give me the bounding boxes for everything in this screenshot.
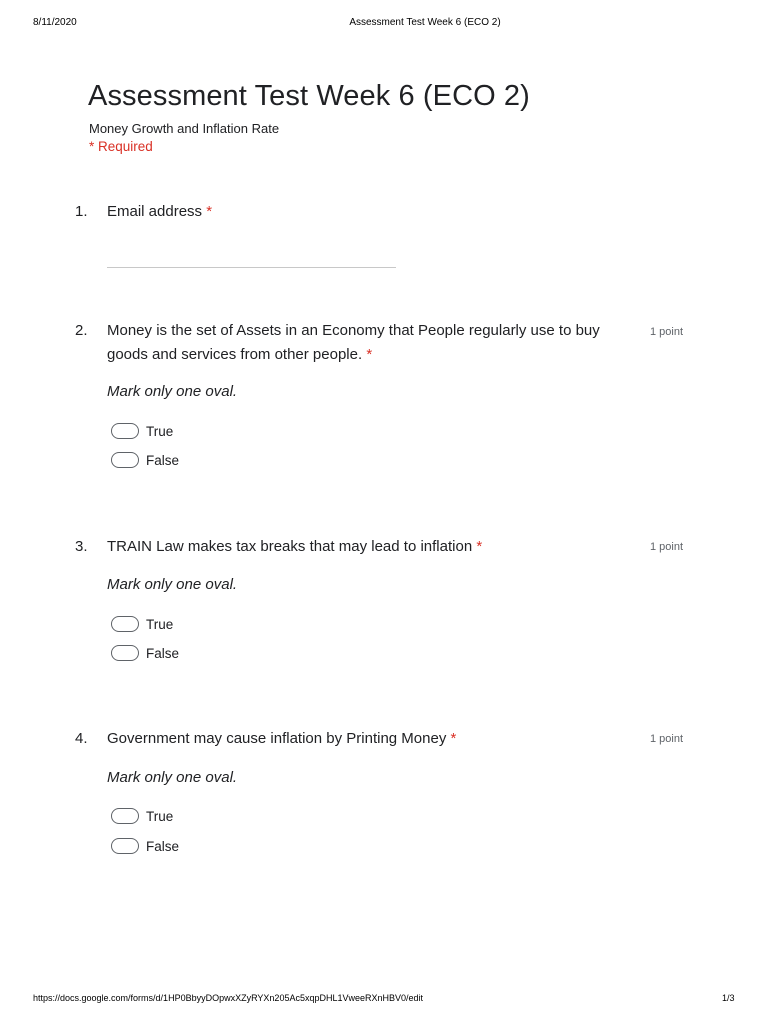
question-1-label: Email address: [107, 203, 203, 220]
print-date: 8/11/2020: [33, 17, 77, 28]
question-3-number: 3.: [75, 538, 88, 555]
question-4-points: 1 point: [650, 733, 684, 745]
option-label: False: [146, 645, 180, 661]
question-3-option-true[interactable]: [111, 615, 173, 633]
question-2-option-true[interactable]: [111, 422, 173, 440]
question-2-option-false[interactable]: [111, 451, 179, 469]
required-asterisk: *: [476, 538, 483, 555]
radio-oval[interactable]: [111, 616, 139, 632]
email-input-line[interactable]: [107, 267, 396, 268]
question-1-text: [107, 200, 627, 224]
question-3-points: 1 point: [650, 541, 684, 553]
question-3-option-false[interactable]: [111, 644, 179, 662]
option-label: True: [146, 616, 174, 632]
form-description: Money Growth and Inflation Rate: [89, 121, 280, 136]
question-3-text: [107, 535, 627, 559]
required-asterisk: *: [206, 203, 213, 220]
option-label: True: [146, 808, 174, 824]
question-4-number: 4.: [75, 730, 88, 747]
required-note: * Required: [89, 139, 153, 154]
option-label: False: [146, 452, 180, 468]
question-4-option-true[interactable]: [111, 807, 173, 825]
required-asterisk: *: [366, 346, 373, 363]
radio-oval[interactable]: [111, 645, 139, 661]
question-2-label: Money is the set of Assets in an Economy that People regularly use to buy goods and services from other people.: [107, 322, 600, 363]
option-label: True: [146, 423, 174, 439]
question-2-number: 2.: [75, 322, 88, 339]
radio-oval[interactable]: [111, 423, 139, 439]
print-page-number: 1/3: [722, 993, 735, 1003]
radio-oval[interactable]: [111, 808, 139, 824]
print-header-title: Assessment Test Week 6 (ECO 2): [349, 17, 501, 28]
question-2-hint: Mark only one oval.: [107, 383, 238, 400]
question-3-label: TRAIN Law makes tax breaks that may lead to inflation: [107, 538, 473, 555]
print-footer-url: https://docs.google.com/forms/d/1HP0BbyyDOpwxXZyRYXn205Ac5xqpDHL1VweeRXnHBV0/edit: [33, 993, 424, 1003]
question-2-points: 1 point: [650, 326, 684, 338]
question-4-option-false[interactable]: [111, 837, 179, 855]
radio-oval[interactable]: [111, 452, 139, 468]
question-4-text: [107, 727, 627, 751]
question-4-hint: Mark only one oval.: [107, 769, 238, 786]
required-asterisk: *: [450, 730, 457, 747]
radio-oval[interactable]: [111, 838, 139, 854]
question-4-label: Government may cause inflation by Printing Money: [107, 730, 447, 747]
question-2-text: [107, 319, 627, 367]
option-label: False: [146, 838, 180, 854]
question-3-hint: Mark only one oval.: [107, 576, 238, 593]
question-1-number: 1.: [75, 203, 88, 220]
form-title: Assessment Test Week 6 (ECO 2): [88, 80, 530, 112]
